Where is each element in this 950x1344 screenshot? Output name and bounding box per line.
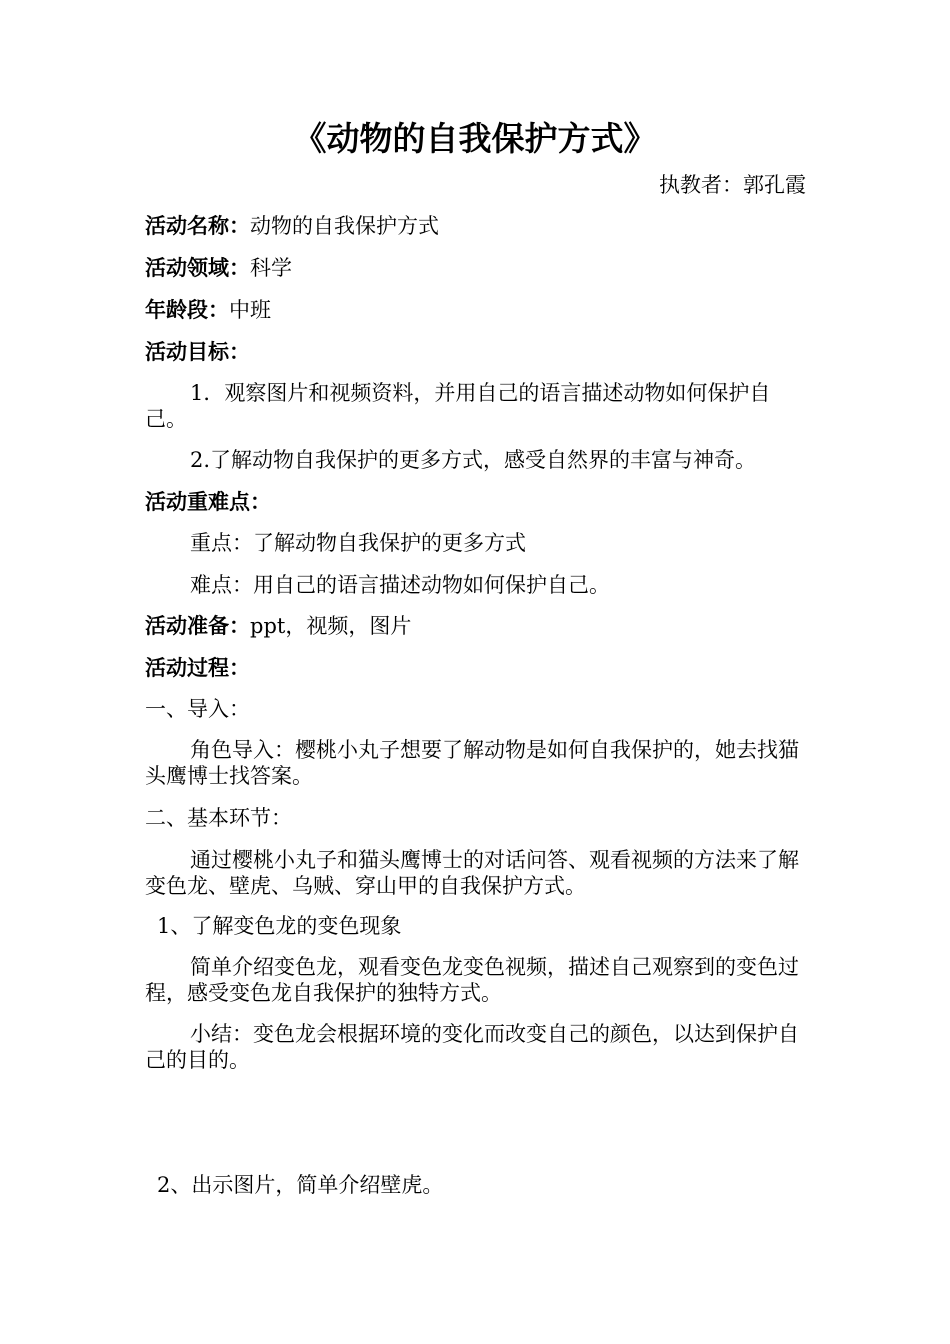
- goal-2: 2.了解动物自我保护的更多方式，感受自然界的丰富与神奇。: [190, 448, 757, 472]
- document-title: 《动物的自我保护方式》: [293, 119, 657, 158]
- activity-prep-row: [145, 613, 810, 639]
- section-intro-heading: 一、导入：: [145, 697, 250, 721]
- age-group-row: [145, 297, 810, 323]
- step-1-text: 简单介绍变色龙，观看变色龙变色视频，描述自己观察到的变色过程，感受变色龙自我保护的独特方式。: [145, 955, 799, 1005]
- age-group-label: 年龄段：: [145, 297, 229, 322]
- key-difficult-heading: 活动重难点：: [145, 489, 271, 514]
- activity-process-heading: 活动过程：: [145, 655, 250, 680]
- activity-domain-value: 科学: [250, 256, 292, 280]
- activity-domain-row: [145, 255, 810, 281]
- section-intro-text: 角色导入：樱桃小丸子想要了解动物是如何自我保护的，她去找猫头鹰博士找答案。: [145, 738, 799, 788]
- activity-name-row: [145, 213, 810, 239]
- activity-prep-label: 活动准备：: [145, 613, 250, 638]
- section-main-text: 通过樱桃小丸子和猫头鹰博士的对话问答、观看视频的方法来了解变色龙、壁虎、乌贼、穿山甲的自我保护方式。: [145, 848, 799, 898]
- activity-name-value: 动物的自我保护方式: [250, 214, 439, 238]
- key-point: 重点：了解动物自我保护的更多方式: [190, 531, 526, 555]
- activity-goals-heading: 活动目标：: [145, 339, 250, 364]
- teacher-line: 执教者：郭孔霞: [659, 173, 806, 197]
- section-main-heading: 二、基本环节：: [145, 806, 292, 830]
- step-1-heading: 1、了解变色龙的变色现象: [157, 914, 402, 938]
- age-group-value: 中班: [229, 298, 271, 322]
- activity-name-label: 活动名称：: [145, 213, 250, 238]
- activity-prep-value: ppt，视频，图片: [250, 614, 412, 638]
- step-1-summary: 小结：变色龙会根据环境的变化而改变自己的颜色，以达到保护自己的目的。: [145, 1022, 799, 1072]
- activity-domain-label: 活动领域：: [145, 255, 250, 280]
- goal-1: 1．观察图片和视频资料，并用自己的语言描述动物如何保护自己。: [145, 381, 771, 431]
- difficult-point: 难点：用自己的语言描述动物如何保护自己。: [190, 573, 610, 597]
- step-2-heading: 2、出示图片，简单介绍壁虎。: [157, 1173, 444, 1197]
